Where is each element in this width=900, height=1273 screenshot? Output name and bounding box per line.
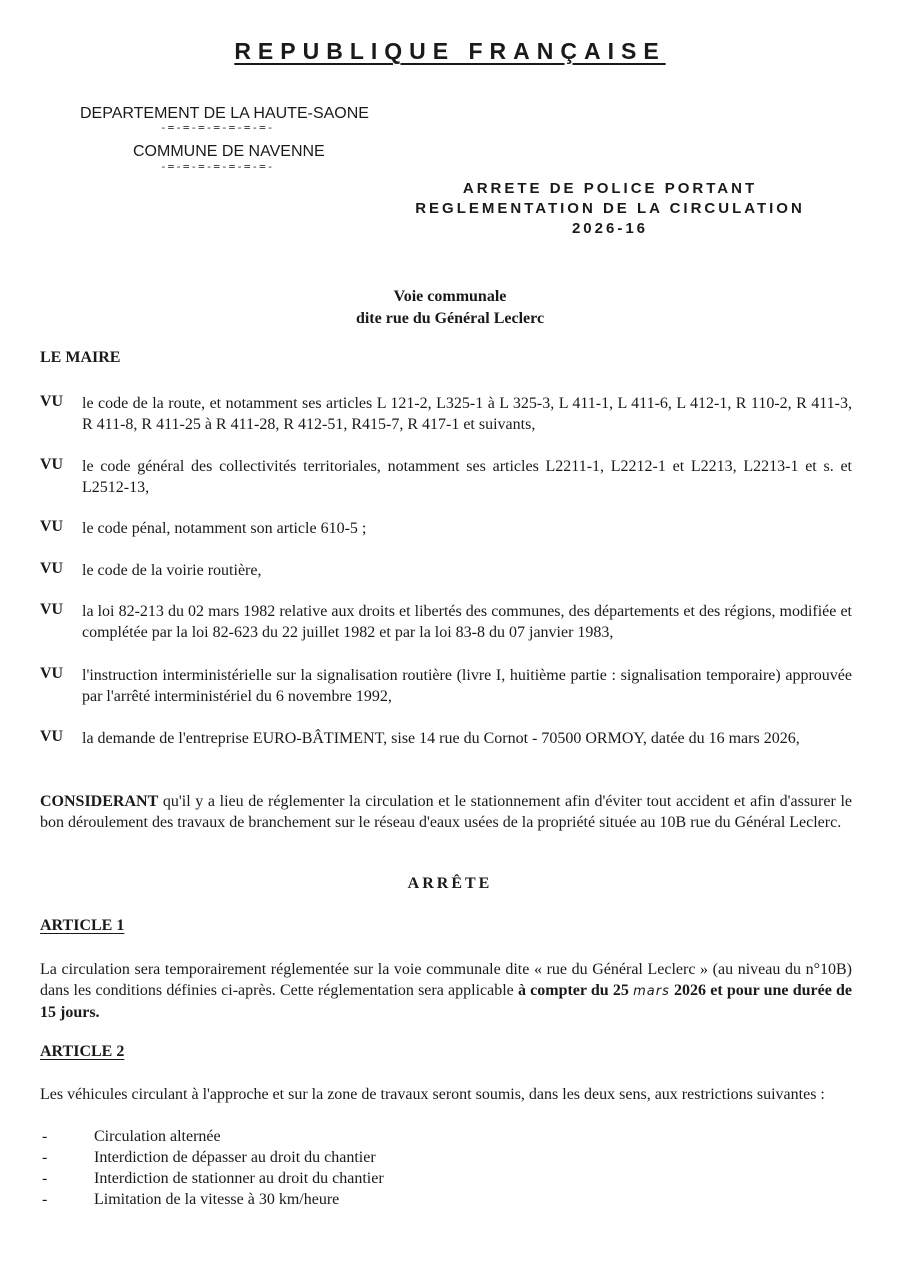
article-1-text [40,959,852,1023]
considerant-text: qu'il y a lieu de réglementer la circulation et le stationnement afin d'éviter tout accident et afin d'assurer le bon déroulement des travaux de branchement sur le réseau d'eaux usées de la propriété située au 10B rue du Général Leclerc. [40,793,852,831]
article-1-date-start: à compter du 25 [517,982,629,999]
article-1-title: ARTICLE 1 [40,917,125,934]
list-item: - Interdiction de dépasser au droit du chantier [42,1149,376,1166]
separator-rule: -=-=-=-=-=-=-=- [160,121,275,134]
separator-rule: -=-=-=-=-=-=-=- [160,160,275,173]
vu-label: VU [40,665,64,682]
considerant-label: CONSIDERANT [40,793,159,810]
department-name: DEPARTEMENT DE LA HAUTE-SAONE [80,105,369,122]
vu-item: le code général des collectivités territoriales, notamment ses articles L2211-1, L2212-1 et L2213, L2213-1 et s. et L2512-13, [82,458,852,496]
vu-label: VU [40,560,64,577]
article-2-intro: Les véhicules circulant à l'approche et sur la zone de travaux seront soumis, dans les deux sens, aux restrictions suivantes : [40,1086,825,1103]
vu-label: VU [40,393,64,410]
arrete-heading-line1: ARRETE DE POLICE PORTANT [462,180,758,197]
vu-item: la demande de l'entreprise EURO-BÂTIMENT, sise 14 rue du Cornot - 70500 ORMOY, datée du 16 mars 2026, [82,730,800,747]
vu-item: la loi 82-213 du 02 mars 1982 relative aux droits et libertés des communes, des départements et des régions, modifiée et complétée par la loi 82-623 du 22 juillet 1982 et par la loi 83-8 du 07 janvier 1983, [82,603,852,641]
considerant-paragraph [40,791,852,833]
vu-label: VU [40,456,64,473]
vu-label: VU [40,728,64,745]
article-2-title: ARTICLE 2 [40,1043,125,1060]
article-1-body: La circulation sera temporairement réglementée sur la voie communale dite « rue du Général Leclerc » (au niveau du n°10B) dans les conditions définies ci-après. Cette réglementation sera applicable [40,961,852,999]
le-maire-heading: LE MAIRE [40,349,121,366]
list-item: - Circulation alternée [42,1128,221,1145]
subject-line2: dite rue du Général Leclerc [355,310,545,327]
arrete-title: ARRÊTE [407,875,493,892]
list-item: - Interdiction de stationner au droit du chantier [42,1170,384,1187]
restrictions-list [40,1126,384,1210]
article-1-duration: 2026 et pour une durée de 15 jours. [40,982,853,1021]
handwritten-month: mars [633,984,670,999]
arrete-heading-line2: REGLEMENTATION DE LA CIRCULATION [415,200,805,217]
vu-item: le code pénal, notamment son article 610-5 ; [82,520,367,537]
vu-item: l'instruction interministérielle sur la signalisation routière (livre I, huitième partie : signalisation temporaire) approuvée par l'arrêté interministériel du 6 novembre 1992, [82,667,852,705]
vu-item: le code de la voirie routière, [82,562,262,579]
vu-label: VU [40,518,64,535]
subject-line1: Voie communale [393,288,507,305]
vu-item: le code de la route, et notamment ses articles L 121-2, L325-1 à L 325-3, L 411-1, L 411-6, L 412-1, R 110-2, R 411-3, R 411-8, R 411-25 à R 411-28, R 412-51, R415-7, R 417-1 et suivants, [82,395,852,433]
republic-title: REPUBLIQUE FRANÇAISE [234,38,666,64]
commune-name: COMMUNE DE NAVENNE [133,143,325,160]
list-item: - Limitation de la vitesse à 30 km/heure [42,1191,340,1208]
arrete-number: 2026-16 [571,220,649,237]
vu-label: VU [40,601,64,618]
